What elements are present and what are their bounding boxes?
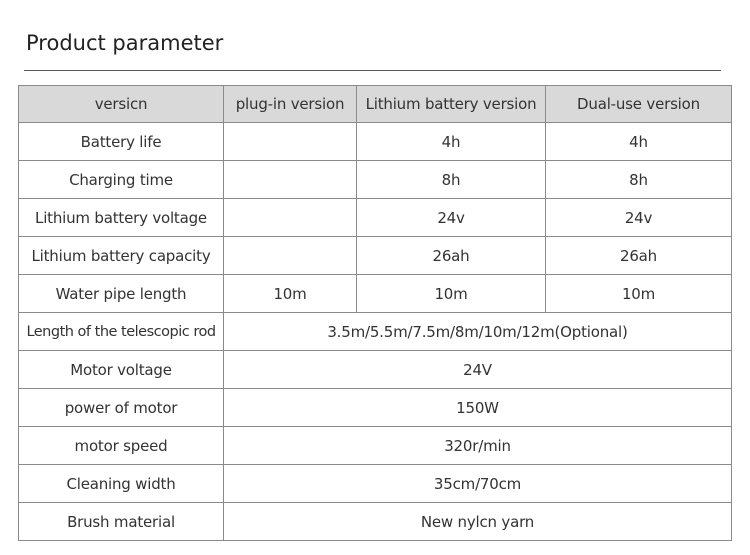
- cell-merged-value: 3.5m/5.5m/7.5m/8m/10m/12m(Optional): [224, 313, 732, 351]
- cell-plugin: [224, 123, 357, 161]
- row-label: Battery life: [19, 123, 224, 161]
- table-row: [19, 161, 732, 199]
- row-label: Length of the telescopic rod: [19, 313, 224, 351]
- table-row: [19, 237, 732, 275]
- row-label: Cleaning width: [19, 465, 224, 503]
- table-row: [19, 199, 732, 237]
- cell-lithium: 26ah: [357, 237, 546, 275]
- row-label: Lithium battery voltage: [19, 199, 224, 237]
- cell-lithium: 24v: [357, 199, 546, 237]
- table-row: [19, 503, 732, 541]
- cell-merged-value: 24V: [224, 351, 732, 389]
- cell-lithium: 10m: [357, 275, 546, 313]
- row-label: Motor voltage: [19, 351, 224, 389]
- header-lithium-battery-version: Lithium battery version: [357, 86, 546, 123]
- cell-dual: 24v: [546, 199, 732, 237]
- table-row: [19, 123, 732, 161]
- row-label: Charging time: [19, 161, 224, 199]
- page-title: Product parameter: [26, 31, 224, 55]
- header-dual-use-version: Dual-use version: [546, 86, 732, 123]
- cell-dual: 26ah: [546, 237, 732, 275]
- row-label: motor speed: [19, 427, 224, 465]
- cell-lithium: 4h: [357, 123, 546, 161]
- header-version: versicn: [19, 86, 224, 123]
- title-divider: [24, 70, 721, 71]
- row-label: Lithium battery capacity: [19, 237, 224, 275]
- row-label: power of motor: [19, 389, 224, 427]
- table-row: [19, 275, 732, 313]
- cell-plugin: 10m: [224, 275, 357, 313]
- header-plugin-version: plug-in version: [224, 86, 357, 123]
- table-row: [19, 465, 732, 503]
- table-row: [19, 389, 732, 427]
- cell-lithium: 8h: [357, 161, 546, 199]
- row-label: Water pipe length: [19, 275, 224, 313]
- row-label: Brush material: [19, 503, 224, 541]
- cell-merged-value: New nylcn yarn: [224, 503, 732, 541]
- cell-plugin: [224, 161, 357, 199]
- cell-dual: 4h: [546, 123, 732, 161]
- table-header-row: [19, 86, 732, 123]
- cell-merged-value: 320r/min: [224, 427, 732, 465]
- table-row: [19, 313, 732, 351]
- cell-merged-value: 150W: [224, 389, 732, 427]
- cell-merged-value: 35cm/70cm: [224, 465, 732, 503]
- product-parameter-table: [18, 85, 732, 541]
- cell-plugin: [224, 237, 357, 275]
- table-row: [19, 351, 732, 389]
- cell-dual: 10m: [546, 275, 732, 313]
- cell-dual: 8h: [546, 161, 732, 199]
- cell-plugin: [224, 199, 357, 237]
- table-row: [19, 427, 732, 465]
